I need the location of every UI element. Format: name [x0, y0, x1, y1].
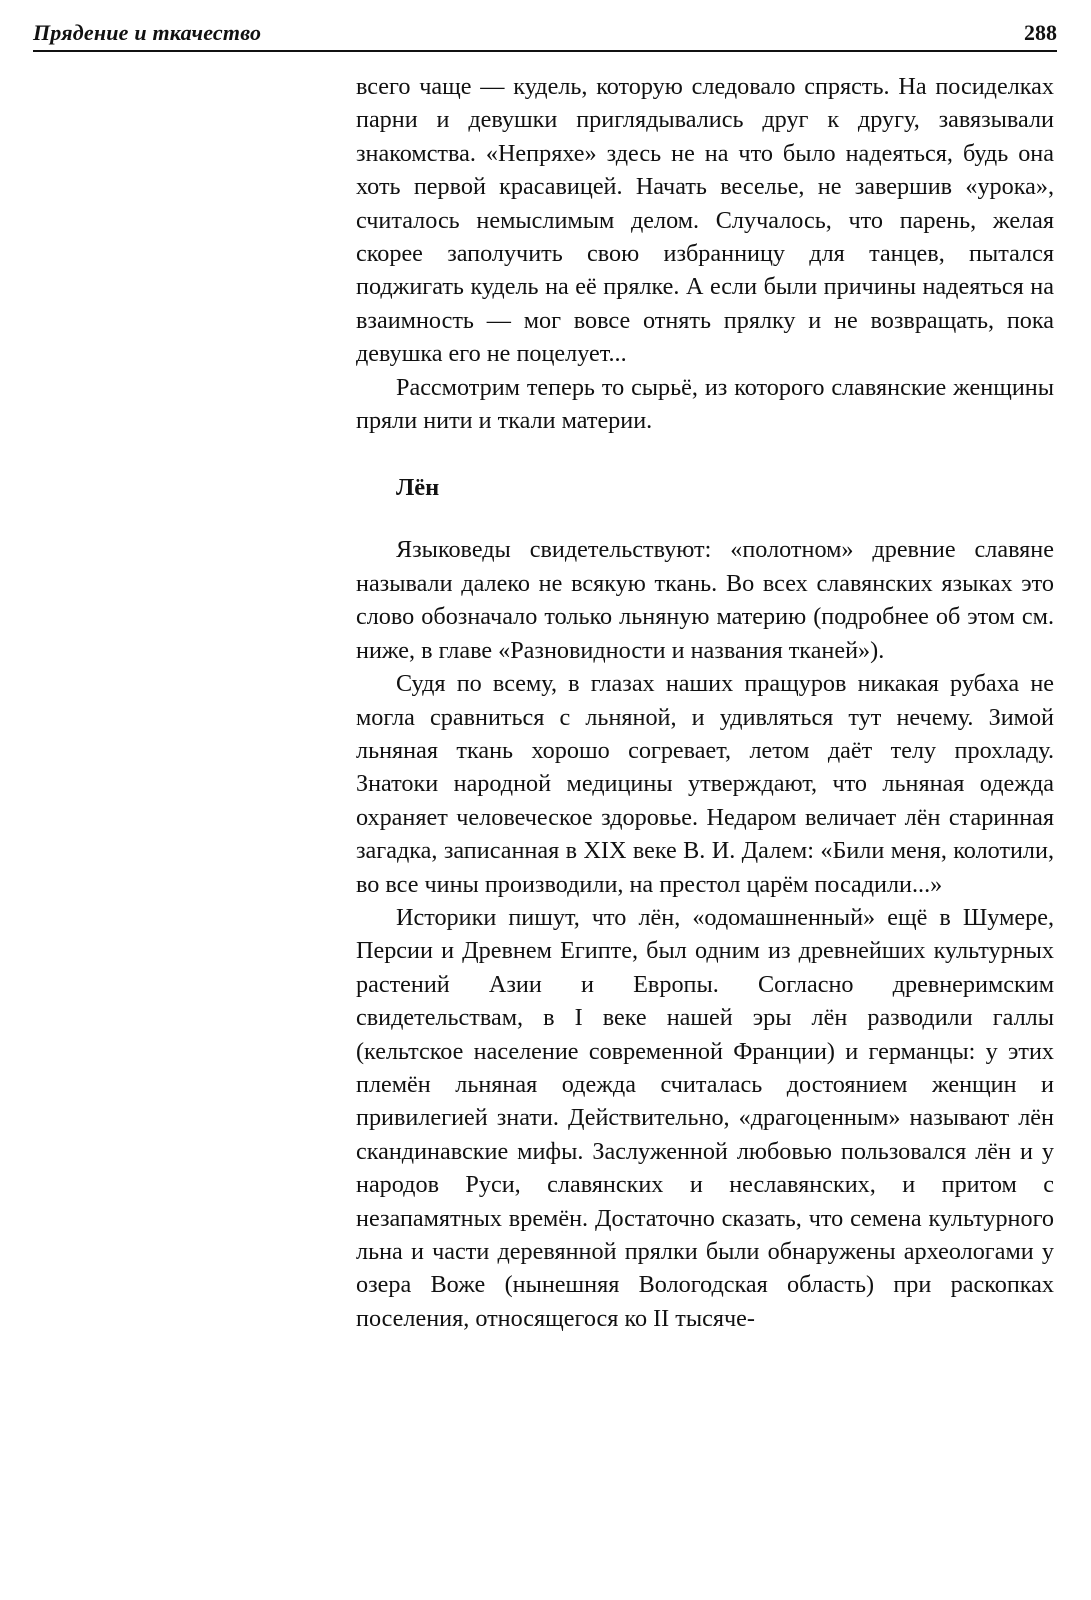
- paragraph: Судя по всему, в глазах наших пращуров никакая рубаха не могла сравниться с льняной, и удивляться тут нечему. Зимой льняная ткань хорошо согревает, летом даёт телу прохладу. Знатоки народной медицины утверждают, что льняная одежда охраняет человеческое здоровье. Недаром величает лён старинная загадка, записанная в XIX веке В. И. Далем: «Били меня, колотили, во все чины производили, на престол царём посадили...»: [356, 670, 1054, 898]
- paragraph: Языковеды свидетельствуют: «полотном» древние славяне называли далеко не всякую ткань. Во всех славянских языках это слово обозначало только льняную материю (подробнее об этом см. ниже, в главе «Разновидности и названия тканей»).: [356, 536, 1054, 664]
- paragraph: Историки пишут, что лён, «одомашненный» ещё в Шумере, Персии и Древнем Египте, был одним из древнейших культурных растений Азии и Европы. Согласно древнеримским свидетельствам, в I веке нашей эры лён разводили галлы (кельтское население современной Франции) и германцы: у этих племён льняная одежда считалась достоянием женщин и привилегией знати. Действительно, «драгоценным» называют лён скандинавские мифы. Заслуженной любовью пользовался лён и у народов Руси, славянских и неславянских, и притом с незапамятных времён. Достаточно сказать, что семена культурного льна и части деревянной прялки были обнаружены археологами у озера Воже (нынешняя Вологодская область) при раскопках поселения, относящегося ко II тысяче-: [356, 903, 1054, 1332]
- paragraph: Рассмотрим теперь то сырьё, из которого славянские женщины пряли нити и ткали материи.: [356, 373, 1054, 435]
- running-title: Прядение и ткачество: [33, 20, 262, 45]
- page-number: 288: [1024, 20, 1057, 45]
- paragraph-continued: всего чаще — кудель, которую следовало спрясть. На посиделках парни и девушки приглядывались друг к другу, завязывали знакомства. «Непряхе» здесь не на что было надеяться, будь она хоть первой красавицей. Начать веселье, не завершив «урока», считалось немыслимым делом. Случалось, что парень, желая скорее заполучить свою избранницу для танцев, пытался поджигать кудель на её прялке. А если были причины надеяться на взаимность — мог вовсе отнять прялку и не возвращать, пока девушка его не поцелует...: [356, 73, 1054, 368]
- section-heading: Лён: [396, 474, 440, 502]
- running-header: [33, 18, 1057, 52]
- text-column: [356, 70, 1054, 1335]
